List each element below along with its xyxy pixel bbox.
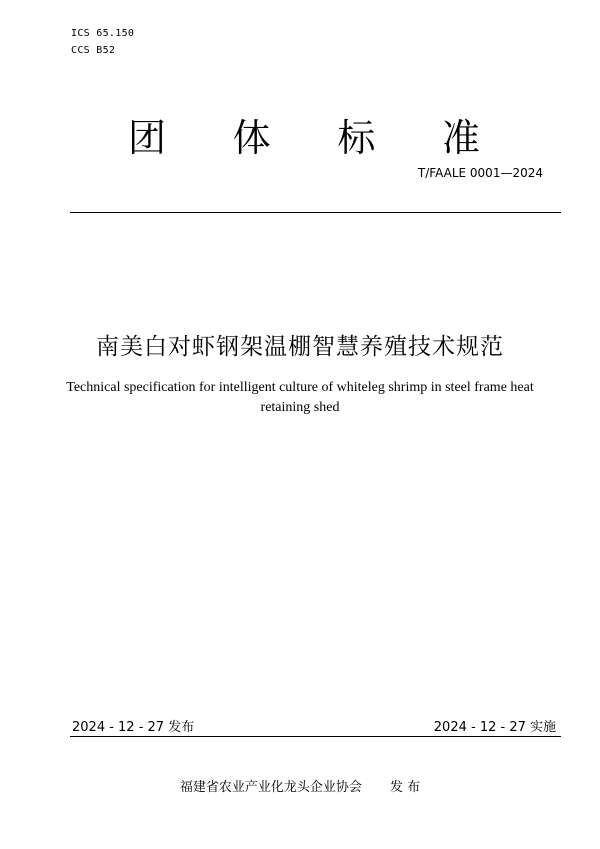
standard-type-char: 团: [128, 116, 167, 160]
issuer-action: 发 布: [389, 780, 421, 795]
standard-type-char: 标: [337, 116, 376, 160]
document-title-english: [60, 378, 540, 418]
implementation-date: 2024 - 12 - 27 实施: [433, 720, 556, 735]
english-title-line: retaining shed: [260, 400, 340, 415]
bottom-divider: [70, 736, 561, 737]
ics-code: ICS 65.150: [71, 28, 135, 39]
top-divider: [70, 212, 561, 213]
document-title-chinese: 南美白对虾钢架温棚智慧养殖技术规范: [96, 334, 504, 360]
issuer-name: 福建省农业产业化龙头企业协会: [179, 780, 362, 795]
issue-date: 2024 - 12 - 27 发布: [72, 720, 195, 735]
issuer-line: [0, 776, 600, 795]
standard-type-heading: [128, 112, 480, 164]
english-title-line: Technical specification for intelligent culture of whiteleg shrimp in steel frame heat: [66, 380, 534, 395]
ccs-code: CCS B52: [71, 45, 116, 56]
standard-type-char: 准: [441, 116, 480, 160]
standard-code: T/FAALE 0001—2024: [417, 166, 543, 180]
standard-type-char: 体: [232, 116, 271, 160]
